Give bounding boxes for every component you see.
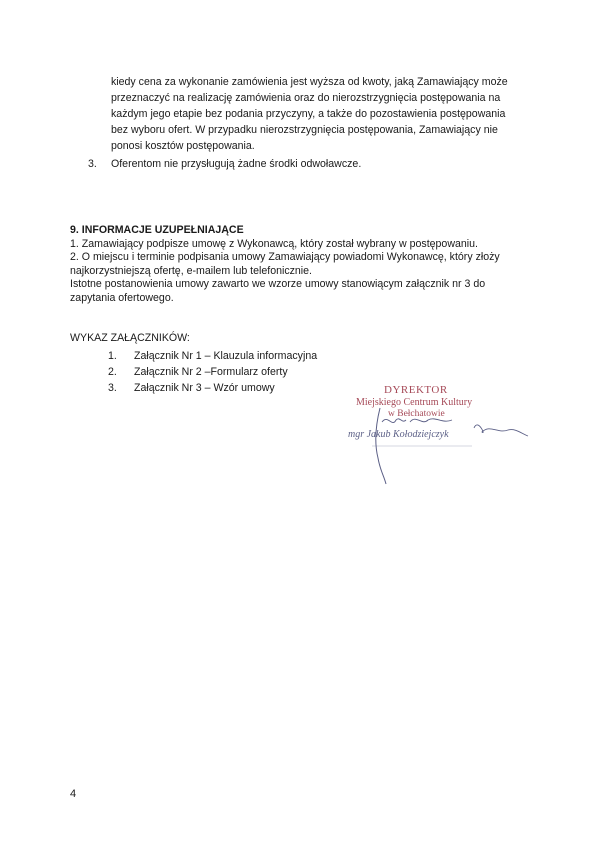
paragraph-line: przeznaczyć na realizację zamówienia oraz do nierozstrzygnięcia postępowania na — [111, 92, 501, 104]
page-number: 4 — [70, 788, 77, 800]
section-line: 1. Zamawiający podpisze umowę z Wykonawcą, który został wybrany w postępowaniu. — [70, 237, 478, 250]
paragraph-line: każdym jego etapie bez podania przyczyny, a także do pozostawienia postępowania — [111, 108, 506, 120]
attachment-text: Załącznik Nr 2 –Formularz oferty — [134, 366, 288, 378]
paragraph-line: ponosi kosztów postępowania. — [111, 140, 255, 152]
section-line: zapytania ofertowego. — [70, 291, 174, 304]
list-item-text: Oferentom nie przysługują żadne środki odwoławcze. — [111, 158, 362, 170]
section-heading: 9. INFORMACJE UZUPEŁNIAJĄCE — [70, 224, 244, 236]
section-9 — [70, 224, 530, 306]
continued-paragraph — [111, 74, 529, 154]
attachment-text: Załącznik Nr 1 – Klauzula informacyjna — [134, 350, 318, 362]
signature-scribble-icon — [352, 384, 532, 494]
section-line: Istotne postanowienia umowy zawarto we wzorze umowy stanowiącym załącznik nr 3 do — [70, 278, 486, 291]
section-line: 2. O miejscu i terminie podpisania umowy Zamawiający powiadomi Wykonawcę, który złoży — [70, 251, 500, 264]
attachment-number: 1. — [108, 350, 117, 362]
attachments-list — [108, 348, 317, 396]
attachment-item — [108, 348, 317, 364]
list-item-3 — [88, 158, 361, 170]
attachment-number: 3. — [108, 382, 117, 394]
paragraph-line: kiedy cena za wykonanie zamówienia jest wyższa od kwoty, jaką Zamawiający może — [111, 76, 508, 88]
attachments-heading: WYKAZ ZAŁĄCZNIKÓW: — [70, 332, 190, 344]
stamp-city: w Bełchatowie — [388, 409, 445, 419]
stamp-title: DYREKTOR — [384, 384, 448, 396]
director-stamp — [348, 384, 532, 494]
paragraph-line: bez wyboru ofert. W przypadku nierozstrzygnięcia postępowania, Zamawiający nie — [111, 124, 498, 136]
section-line: najkorzystniejszą ofertę, e-mailem lub telefonicznie. — [70, 264, 313, 277]
attachment-item — [108, 364, 317, 380]
stamp-name: mgr Jakub Kołodziejczyk — [348, 429, 449, 440]
attachment-item — [108, 380, 317, 396]
attachment-text: Załącznik Nr 3 – Wzór umowy — [134, 382, 275, 394]
stamp-institution: Miejskiego Centrum Kultury — [356, 397, 473, 408]
attachment-number: 2. — [108, 366, 117, 378]
list-item-number: 3. — [88, 158, 97, 170]
